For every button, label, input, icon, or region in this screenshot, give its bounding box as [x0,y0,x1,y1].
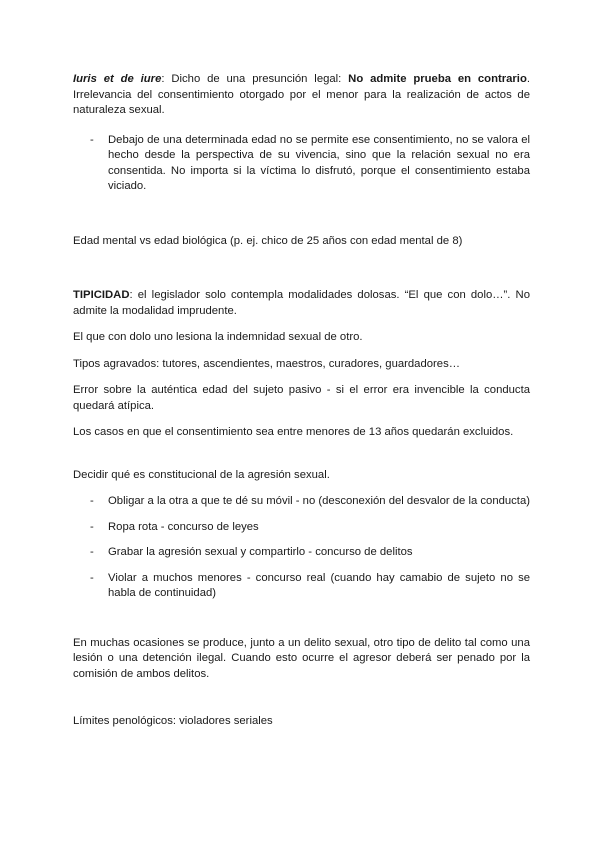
tipicidad-p2: El que con dolo uno lesiona la indemnidad sexual de otro. [73,331,363,343]
tipicidad-label: TIPICIDAD [73,289,130,301]
iuris-bullet-list [73,133,530,195]
iuris-rest: . Irrelevancia del consentimiento otorgado por el menor para la realización de actos de naturaleza sexual. [73,73,530,116]
tipicidad-paragraph [73,288,530,319]
list-item: - Ropa rota - concurso de leyes [73,520,530,536]
edad-mental-paragraph: Edad mental vs edad biológica (p. ej. chico de 25 años con edad mental de 8) [73,234,463,247]
iuris-term: Iuris et de iure [73,73,162,85]
iuris-bold-claim: No admite prueba en contrario [348,73,527,85]
limites-paragraph: Límites penológicos: violadores seriales [73,715,273,727]
tipicidad-p3: Tipos agravados: tutores, ascendientes, maestros, curadores, guardadores… [73,357,461,370]
tipicidad-p5: Los casos en que el consentimiento sea entre menores de 13 años quedarán excluidos. [73,426,514,438]
list-item: - Debajo de una determinada edad no se permite ese consentimiento, no se valora el hecho desde la perspectiva de su vivencia, sino que la relación sexual no era consentida. No importa si la víctima lo disfrutó, porque el consentimiento estaba viciado. [73,133,530,195]
iuris-paragraph [73,72,530,119]
concurso-paragraph: En muchas ocasiones se produce, junto a un delito sexual, otro tipo de delito tal como una lesión o una detención ilegal. Cuando esto ocurre el agresor deberá ser penado por la comisión de ambos delitos. [73,636,530,680]
list-item: - Grabar la agresión sexual y compartirlo - concurso de delitos [73,545,530,561]
tipicidad-text: : el legislador solo contempla modalidades dolosas. “El que con dolo…”. No admite la modalidad imprudente. [73,289,530,317]
document-page [73,72,530,730]
iuris-intro: : Dicho de una presunción legal: [161,73,349,85]
list-item: - Violar a muchos menores - concurso real (cuando hay camabio de sujeto no se habla de continuidad) [73,571,530,602]
decidir-heading: Decidir qué es constitucional de la agresión sexual. [73,468,330,481]
decidir-list [73,494,530,602]
list-item: - Obligar a la otra a que te dé su móvil - no (desconexión del desvalor de la conducta) [73,494,530,510]
tipicidad-p4: Error sobre la auténtica edad del sujeto pasivo - si el error era invencible la conducta quedará atípica. [73,384,530,412]
